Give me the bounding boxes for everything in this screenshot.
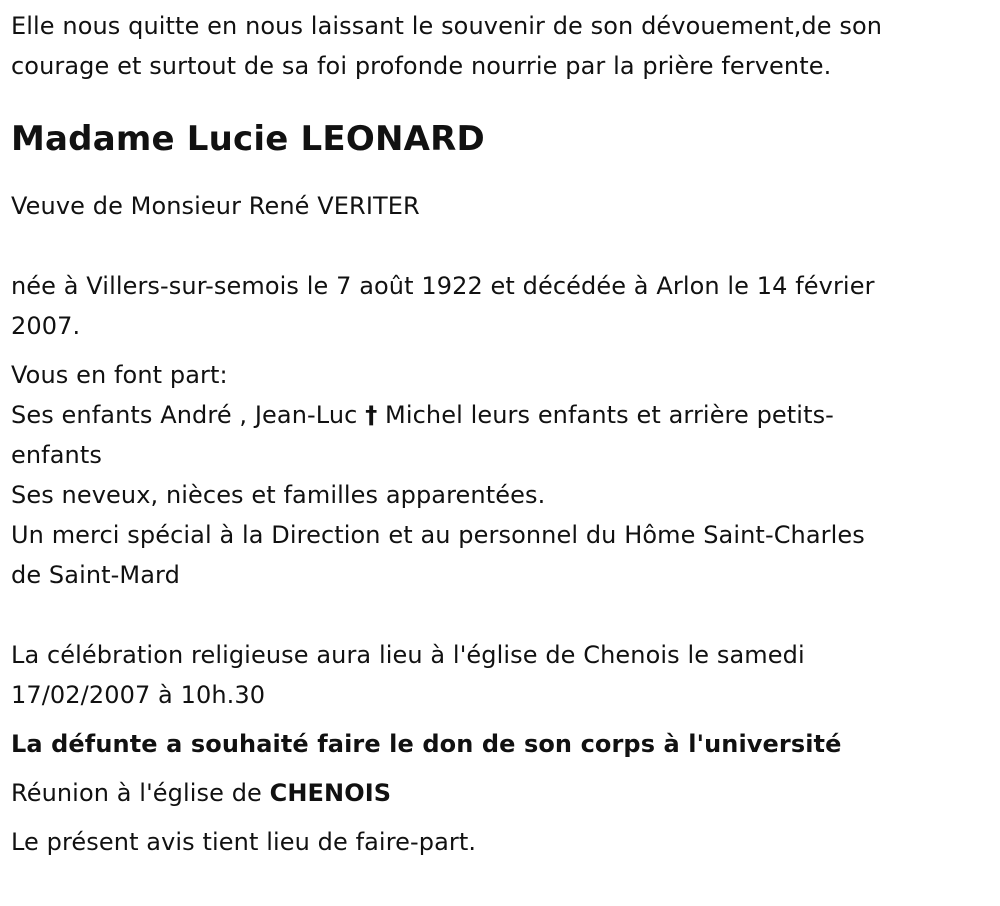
- closing-line: Le présent avis tient lieu de faire-part.: [11, 828, 477, 856]
- spacer: [11, 86, 986, 117]
- relatives-line: Ses neveux, nièces et familles apparentées.: [11, 481, 546, 509]
- spacer: [11, 764, 986, 773]
- obituary-notice: [11, 6, 986, 862]
- ceremony-line-2: 17/02/2007 à 10h.30: [11, 681, 266, 709]
- deceased-name: Madame Lucie LEONARD: [11, 119, 485, 159]
- meeting-prefix: Réunion à l'église de: [11, 779, 270, 807]
- thanks-line-1: Un merci spécial à la Direction et au personnel du Hôme Saint-Charles: [11, 521, 865, 549]
- spacer: [11, 813, 986, 822]
- born-died-line-2: 2007.: [11, 312, 81, 340]
- spacer: [11, 161, 986, 186]
- ceremony-line-1: La célébration religieuse aura lieu à l'église de Chenois le samedi: [11, 641, 805, 669]
- cross-icon: †: [365, 401, 378, 429]
- born-died-line-1: née à Villers-sur-semois le 7 août 1922 et décédée à Arlon le 14 février: [11, 272, 875, 300]
- thanks-line-2: de Saint-Mard: [11, 561, 180, 589]
- spacer: [11, 346, 986, 355]
- spacer: [11, 715, 986, 724]
- donation-note: La défunte a souhaité faire le don de son corps à l'université: [11, 730, 842, 758]
- intro-line-2: courage et surtout de sa foi profonde nourrie par la prière fervente.: [11, 52, 832, 80]
- spacer: [11, 595, 986, 635]
- children-line-1: [11, 395, 986, 435]
- children-after-cross: Michel leurs enfants et arrière petits-: [377, 401, 834, 429]
- intro-line-1: Elle nous quitte en nous laissant le souvenir de son dévouement,de son: [11, 12, 883, 40]
- meeting-line: [11, 773, 986, 813]
- meeting-place: CHENOIS: [269, 779, 392, 807]
- children-line-2: enfants: [11, 441, 102, 469]
- children-before-cross: Ses enfants André , Jean-Luc: [11, 401, 366, 429]
- widow-of: Veuve de Monsieur René VERITER: [11, 192, 420, 220]
- announcement-intro: Vous en font part:: [11, 361, 228, 389]
- spacer: [11, 226, 986, 266]
